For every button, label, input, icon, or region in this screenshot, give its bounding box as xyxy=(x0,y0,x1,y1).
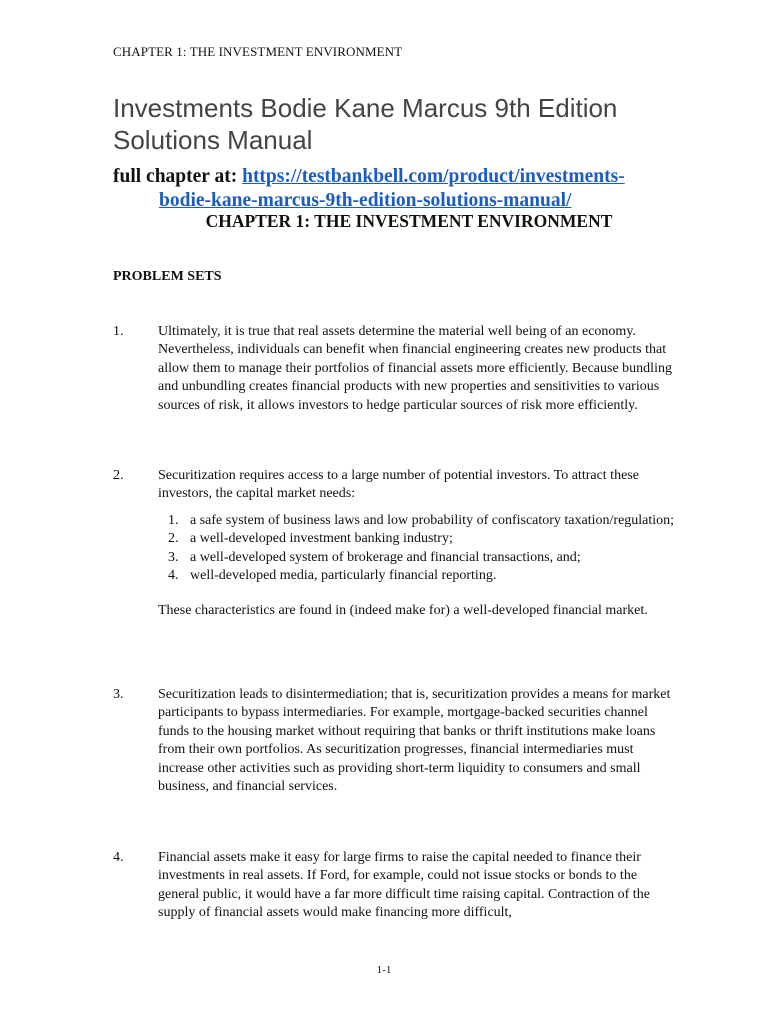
section-heading: PROBLEM SETS xyxy=(113,269,222,284)
answer-body xyxy=(158,467,678,621)
full-chapter-line xyxy=(113,165,673,213)
list-item-text: a well-developed system of brokerage and financial transactions, and; xyxy=(190,549,581,565)
answer-text: Ultimately, it is true that real assets determine the material well being of an economy. Nevertheless, individuals can benefit when financial engineering creates new products that allow them to manage their portfolios of financial assets more efficiently. Because bundling and unbundling creates financial products with new properties and sensitivities to various sources of risk, it allows investors to hedge particular sources of risk more efficiently. xyxy=(158,324,672,413)
list-item-number: 1. xyxy=(168,512,179,528)
list-item-number: 3. xyxy=(168,549,179,565)
list-item xyxy=(158,567,678,585)
list-item-text: well-developed media, particularly financial reporting. xyxy=(190,568,497,584)
answer-body xyxy=(158,686,678,796)
page-number: 1-1 xyxy=(376,964,392,976)
list-item xyxy=(158,530,678,548)
chapter-heading: CHAPTER 1: THE INVESTMENT ENVIRONMENT xyxy=(205,211,613,231)
requirements-list xyxy=(158,512,678,586)
full-chapter-link[interactable]: https://testbankbell.com/product/investments- xyxy=(242,166,625,187)
running-header: CHAPTER 1: THE INVESTMENT ENVIRONMENT xyxy=(113,44,403,59)
list-item-number: 2. xyxy=(168,531,179,547)
answer-body xyxy=(158,323,678,415)
answer-number: 1. xyxy=(113,324,124,339)
list-item-text: a safe system of business laws and low probability of confiscatory taxation/regulation; xyxy=(190,512,675,528)
answer-body xyxy=(158,849,678,923)
answer-number: 2. xyxy=(113,468,124,483)
answer-conclusion: These characteristics are found in (indeed make for) a well-developed financial market. xyxy=(158,603,648,619)
list-item xyxy=(158,549,678,567)
answer-text: Securitization leads to disintermediation; that is, securitization provides a means for market participants to bypass intermediaries. For example, mortgage-backed securities channel funds to the housing market without requiring that banks or thrift institutions make loans from their own portfolios. As securitization progresses, financial intermediaries must increase other activities such as providing short-term liquidity to consumers and small business, and financial services. xyxy=(158,687,671,795)
answer-text: Financial assets make it easy for large firms to raise the capital needed to finance their investments in real assets. If Ford, for example, could not issue stocks or bonds to the general public, it would have a far more difficult time raising capital. Contraction of the supply of financial assets would make financing more difficult, xyxy=(158,850,650,921)
answer-number: 4. xyxy=(113,850,124,865)
full-chapter-link-continued[interactable]: bodie-kane-marcus-9th-edition-solutions-manual/ xyxy=(159,190,572,211)
list-item-number: 4. xyxy=(168,568,179,584)
list-item-text: a well-developed investment banking industry; xyxy=(190,531,453,547)
full-chapter-label: full chapter at: xyxy=(113,166,243,187)
list-item xyxy=(158,512,678,530)
answer-text: Securitization requires access to a large number of potential investors. To attract these investors, the capital market needs: xyxy=(158,468,639,502)
document-title: Investments Bodie Kane Marcus 9th Edition Solutions Manual xyxy=(113,93,618,155)
answer-number: 3. xyxy=(113,687,124,702)
